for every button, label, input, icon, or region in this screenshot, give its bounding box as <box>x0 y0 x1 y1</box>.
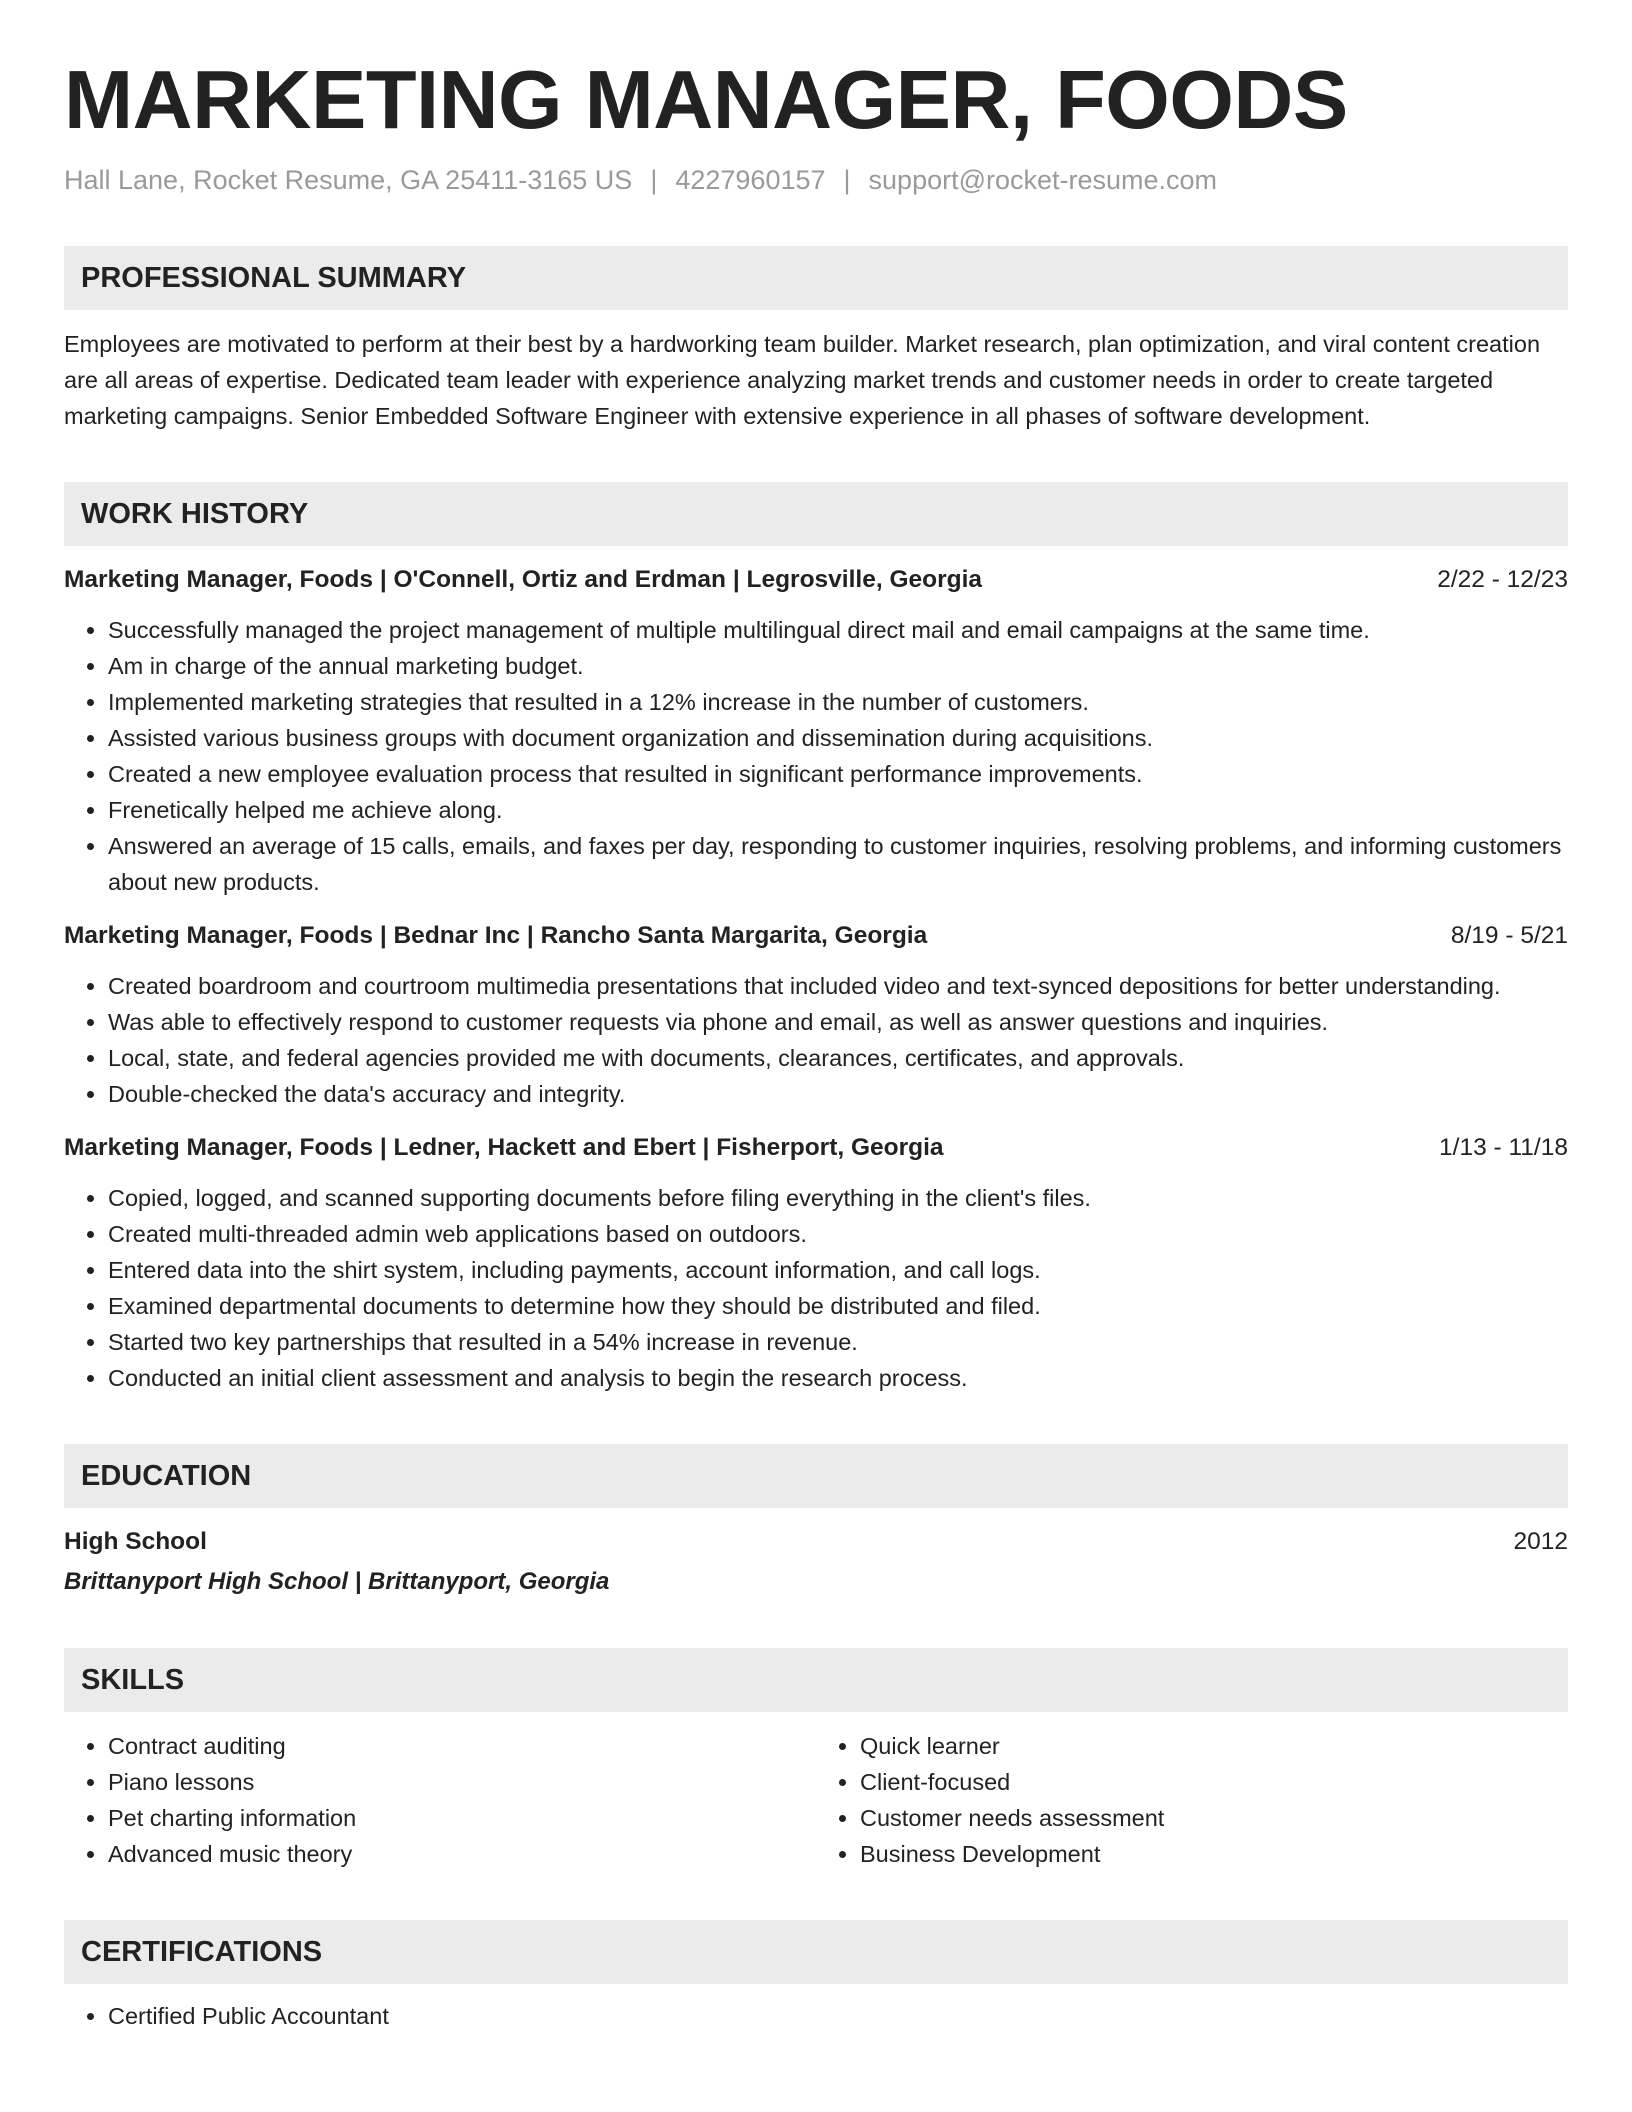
list-item: • Business Development <box>860 1836 1568 1872</box>
job-entry <box>64 1130 1568 1396</box>
list-item: • Local, state, and federal agencies provided me with documents, clearances, certificates, and approvals. <box>108 1040 1568 1076</box>
job-entry <box>64 918 1568 1112</box>
contact-line <box>64 163 1568 198</box>
education-school: Brittanyport High School | Brittanyport, Georgia <box>64 1568 610 1596</box>
job-bullets <box>64 968 1568 1112</box>
list-item: • Answered an average of 15 calls, emails, and faxes per day, responding to customer inquiries, resolving problems, and informing customers about new products. <box>108 828 1568 900</box>
list-item: • Created boardroom and courtroom multimedia presentations that included video and text-synced depositions for better understanding. <box>108 968 1568 1004</box>
job-dates: 1/13 - 11/18 <box>1439 1134 1568 1162</box>
summary-text: Employees are motivated to perform at their best by a hardworking team builder. Market research, plan optimization, and viral content creation are all areas of expertise. Dedicated team leader with experience analyzing market trends and customer needs in order to create targeted marketing campaigns. Senior Embedded Software Engineer with extensive experience in all phases of software development. <box>64 331 1541 430</box>
contact-email: support@rocket-resume.com <box>868 165 1218 196</box>
certifications-list <box>64 1998 1568 2034</box>
job-header <box>64 1130 1568 1166</box>
list-item: • Double-checked the data's accuracy and integrity. <box>108 1076 1568 1112</box>
job-header <box>64 918 1568 954</box>
list-item: • Frenetically helped me achieve along. <box>108 792 1568 828</box>
list-item: • Pet charting information <box>108 1800 816 1836</box>
job-entry <box>64 562 1568 900</box>
section-header-work-history: WORK HISTORY <box>64 482 1568 546</box>
list-item: • Am in charge of the annual marketing budget. <box>108 648 1568 684</box>
list-item: • Piano lessons <box>108 1764 816 1800</box>
job-bullets <box>64 1180 1568 1396</box>
section-header-certifications: CERTIFICATIONS <box>64 1920 1568 1984</box>
list-item: • Contract auditing <box>108 1728 816 1764</box>
job-header <box>64 562 1568 598</box>
list-item: • Created a new employee evaluation process that resulted in significant performance improvements. <box>108 756 1568 792</box>
list-item: • Assisted various business groups with document organization and dissemination during acquisitions. <box>108 720 1568 756</box>
list-item: • Was able to effectively respond to customer requests via phone and email, as well as answer questions and inquiries. <box>108 1004 1568 1040</box>
job-title: Marketing Manager, Foods | O'Connell, Ortiz and Erdman | Legrosville, Georgia <box>64 566 983 594</box>
education-year: 2012 <box>1513 1528 1568 1556</box>
resume-name: MARKETING MANAGER, FOODS <box>64 53 1348 146</box>
job-bullets <box>64 612 1568 900</box>
list-item: • Successfully managed the project management of multiple multilingual direct mail and email campaigns at the same time. <box>108 612 1568 648</box>
job-dates: 8/19 - 5/21 <box>1450 922 1568 950</box>
list-item: • Customer needs assessment <box>860 1800 1568 1836</box>
skills-right-column <box>816 1728 1568 1872</box>
skills-left-column <box>64 1728 816 1872</box>
section-header-skills: SKILLS <box>64 1648 1568 1712</box>
education-degree: High School <box>64 1528 207 1556</box>
section-header-education: EDUCATION <box>64 1444 1568 1508</box>
contact-separator: | <box>650 165 658 196</box>
list-item: • Quick learner <box>860 1728 1568 1764</box>
section-header-summary: PROFESSIONAL SUMMARY <box>64 246 1568 310</box>
contact-separator: | <box>843 165 851 196</box>
contact-phone: 4227960157 <box>675 165 826 196</box>
list-item: • Implemented marketing strategies that resulted in a 12% increase in the number of customers. <box>108 684 1568 720</box>
contact-address: Hall Lane, Rocket Resume, GA 25411-3165 US <box>64 165 633 196</box>
job-dates: 2/22 - 12/23 <box>1437 566 1568 594</box>
job-title: Marketing Manager, Foods | Bednar Inc | Rancho Santa Margarita, Georgia <box>64 922 928 950</box>
list-item: • Examined departmental documents to determine how they should be distributed and filed. <box>108 1288 1568 1324</box>
list-item: • Entered data into the shirt system, including payments, account information, and call logs. <box>108 1252 1568 1288</box>
list-item: • Client-focused <box>860 1764 1568 1800</box>
list-item: • Created multi-threaded admin web applications based on outdoors. <box>108 1216 1568 1252</box>
list-item: • Started two key partnerships that resulted in a 54% increase in revenue. <box>108 1324 1568 1360</box>
education-header <box>64 1524 1568 1560</box>
skills-columns <box>64 1728 1568 1872</box>
list-item: • Certified Public Accountant <box>108 1998 1568 2034</box>
list-item: • Conducted an initial client assessment and analysis to begin the research process. <box>108 1360 1568 1396</box>
job-title: Marketing Manager, Foods | Ledner, Hackett and Ebert | Fisherport, Georgia <box>64 1134 944 1162</box>
list-item: • Copied, logged, and scanned supporting documents before filing everything in the client's files. <box>108 1180 1568 1216</box>
list-item: • Advanced music theory <box>108 1836 816 1872</box>
